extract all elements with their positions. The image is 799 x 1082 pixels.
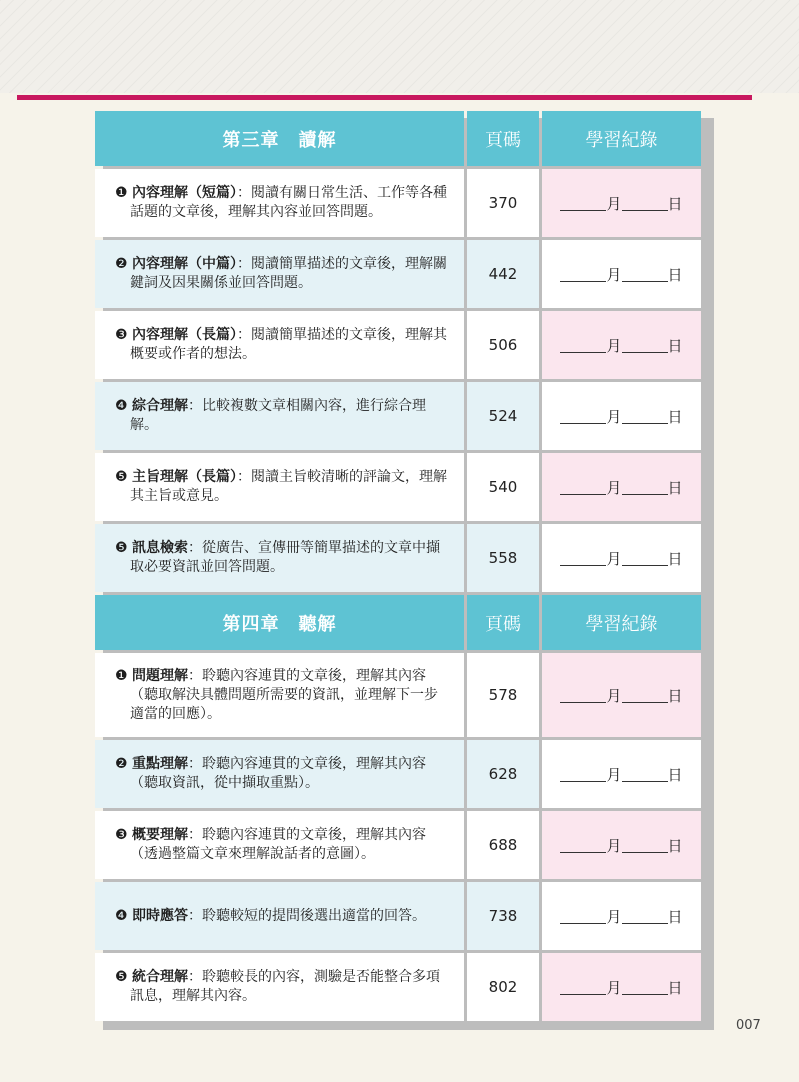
study-record-cell xyxy=(542,524,701,592)
study-record-cell xyxy=(542,953,701,1021)
study-record-cell xyxy=(542,169,701,237)
item-description xyxy=(95,240,464,308)
item-number: ❺ xyxy=(115,469,128,485)
day-label: 日 xyxy=(667,194,683,213)
day-blank[interactable] xyxy=(622,195,668,211)
item-title: 訊息檢索 xyxy=(132,540,189,556)
item-description xyxy=(95,453,464,521)
item-text: ：聆聽內容連貫的文章後，理解其內容（透過整篇文章來理解說話者的意圖）。 xyxy=(130,827,427,862)
table-row xyxy=(95,311,704,379)
record-column-header: 學習紀錄 xyxy=(542,111,701,166)
item-text: ：從廣告、宣傳冊等簡單描述的文章中擷取必要資訊並回答問題。 xyxy=(130,540,441,575)
table-row xyxy=(95,382,704,450)
top-decorative-band xyxy=(0,0,799,93)
table-row xyxy=(95,953,704,1021)
section-header-reading xyxy=(95,111,704,166)
item-text: ：聆聽較短的提問後選出適當的回答。 xyxy=(188,907,427,924)
day-blank[interactable] xyxy=(622,766,668,782)
page-number-cell: 506 xyxy=(467,311,539,379)
page-number-cell: 558 xyxy=(467,524,539,592)
item-number: ❹ xyxy=(115,907,128,924)
study-record-cell xyxy=(542,311,701,379)
study-record-cell xyxy=(542,811,701,879)
study-record-cell xyxy=(542,453,701,521)
item-description xyxy=(95,169,464,237)
item-description xyxy=(95,311,464,379)
month-blank[interactable] xyxy=(560,408,606,424)
page-number-cell: 688 xyxy=(467,811,539,879)
record-column-header: 學習紀錄 xyxy=(542,595,701,650)
day-label: 日 xyxy=(667,265,683,284)
item-number: ❸ xyxy=(115,327,128,343)
day-blank[interactable] xyxy=(622,979,668,995)
study-record-cell xyxy=(542,882,701,950)
day-blank[interactable] xyxy=(622,837,668,853)
month-label: 月 xyxy=(606,478,622,497)
item-title: 問題理解 xyxy=(132,667,189,684)
item-number: ❶ xyxy=(115,185,128,201)
month-blank[interactable] xyxy=(560,766,606,782)
item-description xyxy=(95,882,464,950)
item-title: 綜合理解 xyxy=(132,398,189,414)
study-record-cell xyxy=(542,740,701,808)
day-blank[interactable] xyxy=(622,687,668,703)
page-column-header: 頁碼 xyxy=(467,595,539,650)
section-header-listening xyxy=(95,595,704,650)
day-blank[interactable] xyxy=(622,266,668,282)
day-label: 日 xyxy=(667,407,683,426)
month-label: 月 xyxy=(606,686,622,705)
month-blank[interactable] xyxy=(560,550,606,566)
page-number-cell: 578 xyxy=(467,653,539,737)
item-title: 內容理解（長篇） xyxy=(132,327,238,343)
month-label: 月 xyxy=(606,836,622,855)
item-title: 內容理解（中篇） xyxy=(132,256,238,272)
month-blank[interactable] xyxy=(560,979,606,995)
month-label: 月 xyxy=(606,336,622,355)
item-description xyxy=(95,382,464,450)
day-blank[interactable] xyxy=(622,550,668,566)
day-label: 日 xyxy=(667,336,683,355)
table-row xyxy=(95,653,704,737)
page-number-cell: 628 xyxy=(467,740,539,808)
month-label: 月 xyxy=(606,907,622,926)
month-blank[interactable] xyxy=(560,479,606,495)
month-blank[interactable] xyxy=(560,687,606,703)
month-label: 月 xyxy=(606,265,622,284)
item-number: ❺ xyxy=(115,969,128,985)
table-row xyxy=(95,453,704,521)
item-title: 即時應答 xyxy=(132,907,189,924)
item-number: ❺ xyxy=(115,540,128,556)
study-record-cell xyxy=(542,653,701,737)
month-blank[interactable] xyxy=(560,337,606,353)
item-title: 內容理解（短篇） xyxy=(132,185,238,201)
page-number-cell: 524 xyxy=(467,382,539,450)
day-label: 日 xyxy=(667,478,683,497)
month-blank[interactable] xyxy=(560,266,606,282)
day-label: 日 xyxy=(667,765,683,784)
page-number-cell: 738 xyxy=(467,882,539,950)
day-label: 日 xyxy=(667,549,683,568)
table-row xyxy=(95,524,704,592)
page-number: 007 xyxy=(736,1018,761,1033)
month-label: 月 xyxy=(606,549,622,568)
day-label: 日 xyxy=(667,978,683,997)
accent-rule xyxy=(17,95,752,100)
item-description xyxy=(95,953,464,1021)
table-row xyxy=(95,169,704,237)
day-label: 日 xyxy=(667,836,683,855)
item-description xyxy=(95,524,464,592)
month-label: 月 xyxy=(606,765,622,784)
item-number: ❹ xyxy=(115,398,128,414)
page-column-header: 頁碼 xyxy=(467,111,539,166)
month-blank[interactable] xyxy=(560,195,606,211)
item-text: ：閱讀有關日常生活、工作等各種話題的文章後，理解其內容並回答問題。 xyxy=(130,185,448,220)
item-number: ❶ xyxy=(115,667,128,684)
table-row xyxy=(95,740,704,808)
item-description xyxy=(95,811,464,879)
table-row xyxy=(95,811,704,879)
chapter-title: 第三章 讀解 xyxy=(95,111,464,166)
item-number: ❷ xyxy=(115,256,128,272)
month-label: 月 xyxy=(606,194,622,213)
item-description xyxy=(95,653,464,737)
item-text: ：聆聽較長的內容，測驗是否能整合多項訊息，理解其內容。 xyxy=(130,969,441,1004)
month-blank[interactable] xyxy=(560,908,606,924)
item-title: 重點理解 xyxy=(132,756,189,772)
item-text: ：閱讀簡單描述的文章後，理解關鍵詞及因果關係並回答問題。 xyxy=(130,256,448,291)
item-number: ❸ xyxy=(115,827,128,843)
day-blank[interactable] xyxy=(622,337,668,353)
day-blank[interactable] xyxy=(622,479,668,495)
study-record-cell xyxy=(542,240,701,308)
day-blank[interactable] xyxy=(622,908,668,924)
item-text: ：聆聽內容連貫的文章後，理解其內容（聽取資訊，從中擷取重點）。 xyxy=(130,756,427,791)
item-title: 概要理解 xyxy=(132,827,189,843)
item-text: ：閱讀簡單描述的文章後，理解其概要或作者的想法。 xyxy=(130,327,448,362)
month-blank[interactable] xyxy=(560,837,606,853)
item-description xyxy=(95,740,464,808)
page-number-cell: 802 xyxy=(467,953,539,1021)
day-label: 日 xyxy=(667,907,683,926)
table-row xyxy=(95,240,704,308)
page-number-cell: 442 xyxy=(467,240,539,308)
chapter-title: 第四章 聽解 xyxy=(95,595,464,650)
page-number-cell: 370 xyxy=(467,169,539,237)
month-label: 月 xyxy=(606,407,622,426)
item-number: ❷ xyxy=(115,756,128,772)
item-text: ：聆聽內容連貫的文章後，理解其內容（聽取解決具體問題所需要的資訊，並理解下一步適當的回應）。 xyxy=(130,667,438,722)
item-text: ：比較複數文章相關內容，進行綜合理解。 xyxy=(130,398,427,433)
item-title: 主旨理解（長篇） xyxy=(132,469,238,485)
page-number-cell: 540 xyxy=(467,453,539,521)
item-text: ：閱讀主旨較清晰的評論文，理解其主旨或意見。 xyxy=(130,469,448,504)
day-blank[interactable] xyxy=(622,408,668,424)
month-label: 月 xyxy=(606,978,622,997)
item-title: 統合理解 xyxy=(132,969,189,985)
study-record-cell xyxy=(542,382,701,450)
table-row xyxy=(95,882,704,950)
study-plan-table xyxy=(95,111,704,1024)
day-label: 日 xyxy=(667,686,683,705)
